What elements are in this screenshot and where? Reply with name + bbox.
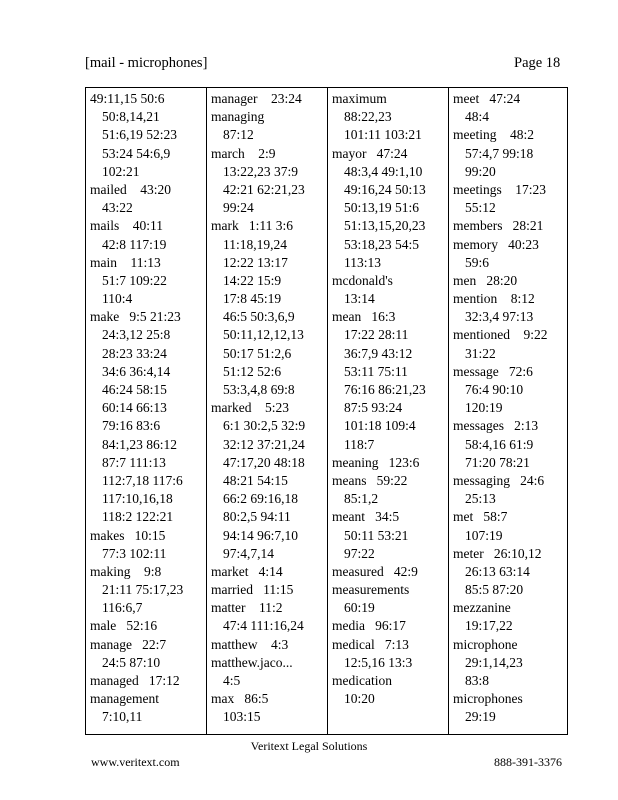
index-entry [328,563,448,581]
footer-phone: 888-391-3376 [494,755,562,769]
index-entry-citations: 84:1,23 86:12 [102,436,178,452]
index-entry-citations: 31:22 [465,345,496,361]
index-entry-citations: 53:24 54:6,9 [102,145,171,161]
index-entry [207,108,327,144]
index-entry-citations: 48:21 54:15 [223,472,288,488]
index-entry-citations: 50:8,14,21 [102,109,160,125]
index-entry-term: message 72:6 [453,363,533,379]
index-entry [86,308,206,526]
index-entry-citations: 12:22 13:17 [223,254,288,270]
index-entry-term: means 59:22 [332,472,408,488]
index-entry-term: male 52:16 [90,618,158,634]
index-entry-citations: 76:4 90:10 [465,382,524,397]
index-entry-term: messages 2:13 [453,418,539,434]
index-entry-citations: 97:22 [344,545,375,561]
index-entry-term: mark 1:11 3:6 [211,218,293,234]
index-entry [328,672,448,708]
index-entry [449,417,569,472]
index-entry [207,636,327,654]
index-entry-citations: 50:11,12,12,13 [223,327,304,343]
index-entry [207,563,327,581]
index-entry-citations: 48:3,4 49:1,10 [344,163,423,179]
index-entry-term: measurements [332,582,410,598]
index-entry [207,217,327,399]
index-entry [449,363,569,418]
index-entry [86,181,206,217]
index-entry-term: mentioned 9:22 [453,327,548,343]
index-entry-citations: 17:22 28:11 [344,327,409,343]
index-entry-term: media 96:17 [332,618,406,634]
index-entry [328,145,448,272]
index-entry-citations: 36:7,9 43:12 [344,345,413,361]
index-entry-citations: 51:13,15,20,23 [344,218,426,234]
index-entry [86,617,206,635]
index-entry-citations: 51:7 109:22 [102,272,167,288]
index-entry [328,617,448,635]
footer-website: www.veritext.com [91,755,180,769]
index-entry-term: microphone [453,636,518,652]
index-entry [449,326,569,362]
index-entry [449,272,569,290]
word-index-table [85,87,568,735]
index-entry-citations: 29:19 [465,709,496,725]
index-entry-citations: 88:22,23 [344,109,392,125]
index-entry-citations: 49:16,24 50:13 [344,181,426,197]
index-entry-citations: 77:3 102:11 [102,545,167,561]
index-entry-term: mcdonald's [332,272,393,288]
index-entry-citations: 53:18,23 54:5 [344,236,420,252]
index-entry-citations: 94:14 96:7,10 [223,527,299,543]
index-entry-citations: 103:15 [223,709,261,725]
index-entry-term: meaning 123:6 [332,454,420,470]
index-entry-term: manage 22:7 [90,636,167,652]
index-entry-term: mails 40:11 [90,218,163,234]
index-entry [449,508,569,544]
index-entry-term: matthew 4:3 [211,636,289,652]
index-entry-term: mezzanine [453,600,511,616]
index-entry-citations: 101:18 109:4 [344,418,416,434]
index-entry-term: main 11:13 [90,254,161,270]
index-entry-term: meetings 17:23 [453,181,546,197]
index-entry [449,217,569,235]
index-entry [207,399,327,563]
index-entry [207,654,327,690]
index-entry-citations: 32:12 37:21,24 [223,436,305,452]
index-entry-term: meeting 48:2 [453,127,534,143]
index-entry-citations: 4:5 [223,673,241,688]
index-entry-term: max 86:5 [211,691,269,707]
index-entry [449,599,569,635]
page-header-range: [mail - microphones] [85,55,208,71]
index-entry [328,90,448,145]
index-entry-citations: 53:3,4,8 69:8 [223,382,295,397]
index-entry-citations: 6:1 30:2,5 32:9 [223,418,306,434]
index-entry-term: mayor 47:24 [332,145,408,161]
index-entry [449,90,569,126]
index-entry-citations: 10:20 [344,691,375,707]
index-entry [449,545,569,600]
index-entry-term: makes 10:15 [90,527,166,543]
index-entry-citations: 99:20 [465,163,496,179]
index-entry [328,454,448,472]
index-entry-term: matthew.jaco... [211,654,293,670]
index-entry [207,690,327,726]
index-entry-citations: 29:1,14,23 [465,654,523,670]
index-entry-citations: 42:21 62:21,23 [223,181,305,197]
index-entry-citations: 58:4,16 61:9 [465,436,534,452]
index-entry [328,508,448,563]
index-entry-term: memory 40:23 [453,236,539,252]
index-entry-citations: 32:3,4 97:13 [465,309,534,325]
index-entry-term: matter 11:2 [211,600,283,616]
index-entry-citations: 53:11 75:11 [344,363,408,379]
index-entry [449,472,569,508]
index-entry [86,527,206,563]
index-entry-term: march 2:9 [211,145,276,161]
index-entry-term: meter 26:10,12 [453,545,542,561]
index-entry-citations: 102:21 [102,163,140,179]
index-entry-citations: 85:1,2 [344,491,379,507]
index-entry-citations: 46:24 58:15 [102,382,167,397]
index-entry-citations: 12:5,16 13:3 [344,654,413,670]
index-entry [207,90,327,108]
index-entry [449,126,569,181]
index-entry-term: manager 23:24 [211,91,302,106]
index-entry-citations: 113:13 [344,254,381,270]
index-entry-citations: 48:4 [465,109,490,125]
index-entry-citations: 116:6,7 [102,600,143,616]
index-entry-citations: 55:12 [465,200,496,216]
index-entry-citations: 87:5 93:24 [344,400,403,416]
index-entry-citations: 118:7 [344,436,375,452]
index-entry-term: make 9:5 21:23 [90,309,181,325]
index-entry-term: microphones [453,691,523,707]
index-entry [86,690,206,726]
index-entry-citations: 11:18,19,24 [223,236,287,252]
index-entry-term: managed 17:12 [90,673,180,688]
index-entry-citations: 13:14 [344,291,375,307]
index-entry-citations: 66:2 69:16,18 [223,491,299,507]
index-column-1 [86,88,206,734]
index-entry [328,581,448,617]
index-entry-term: market 4:14 [211,563,283,579]
index-entry [449,236,569,272]
index-entry [328,472,448,508]
index-entry-citations: 99:24 [223,200,254,216]
index-entry-term: met 58:7 [453,509,508,525]
index-entry-term: meant 34:5 [332,509,400,525]
index-entry-citations: 57:4,7 99:18 [465,145,534,161]
index-entry-term: mention 8:12 [453,291,535,307]
index-entry [207,581,327,599]
index-entry-citations: 24:3,12 25:8 [102,327,171,343]
index-entry-citations: 110:4 [102,291,133,307]
index-entry-citations: 87:7 111:13 [102,454,166,470]
index-entry-citations: 42:8 117:19 [102,236,167,252]
index-entry [86,90,206,181]
index-entry [449,290,569,326]
index-entry-citations: 28:23 33:24 [102,345,167,361]
index-entry-term: medical 7:13 [332,636,409,652]
index-entry-citations: 118:2 122:21 [102,509,174,525]
index-entry-citations: 97:4,7,14 [223,545,275,561]
index-entry-term: messaging 24:6 [453,472,545,488]
index-entry-term: mailed 43:20 [90,181,171,197]
index-entry-citations: 60:19 [344,600,375,616]
index-entry-citations: 25:13 [465,491,496,507]
index-entry-citations: 43:22 [102,200,133,216]
index-entry [328,272,448,308]
index-entry-citations: 76:16 86:21,23 [344,382,426,397]
index-entry-term: measured 42:9 [332,563,418,579]
index-entry-citations: 21:11 75:17,23 [102,582,184,598]
index-entry-citations: 47:4 111:16,24 [223,618,304,634]
index-entry-citations: 107:19 [465,527,503,543]
index-entry-term: making 9:8 [90,563,162,579]
index-entry-citations: 17:8 45:19 [223,291,282,307]
index-entry [449,181,569,217]
index-entry-term: members 28:21 [453,218,544,234]
index-entry [86,672,206,690]
index-entry-term: men 28:20 [453,272,518,288]
index-entry [449,690,569,726]
index-entry-citations: 46:5 50:3,6,9 [223,309,295,325]
index-column-2 [206,88,327,734]
index-entry-citations: 50:17 51:2,6 [223,345,292,361]
index-entry-term: 49:11,15 50:6 [90,91,165,106]
index-entry-citations: 51:6,19 52:23 [102,127,178,143]
index-entry-citations: 71:20 78:21 [465,454,530,470]
index-column-3 [327,88,448,734]
index-entry-term: marked 5:23 [211,400,289,416]
index-entry-citations: 83:8 [465,673,490,688]
index-entry-term: medication [332,673,392,688]
index-entry-citations: 34:6 36:4,14 [102,363,171,379]
index-entry-citations: 120:19 [465,400,503,416]
index-entry [86,563,206,618]
index-entry-citations: 50:13,19 51:6 [344,200,420,216]
index-entry-citations: 7:10,11 [102,709,143,725]
index-entry-citations: 59:6 [465,254,490,270]
index-entry-citations: 80:2,5 94:11 [223,509,291,525]
index-entry-citations: 117:10,16,18 [102,491,173,507]
index-entry-term: management [90,691,159,707]
index-entry [207,599,327,635]
index-entry [207,145,327,218]
index-column-4 [448,88,569,734]
index-entry [328,636,448,672]
page-number: Page 18 [514,55,561,71]
footer-company: Veritext Legal Solutions [250,739,368,753]
index-entry-citations: 85:5 87:20 [465,582,524,598]
index-entry-term: maximum [332,91,387,106]
index-entry-citations: 79:16 83:6 [102,418,161,434]
index-entry [328,308,448,454]
index-entry-term: managing [211,109,265,125]
index-entry-citations: 13:22,23 37:9 [223,163,299,179]
index-entry-citations: 24:5 87:10 [102,654,161,670]
index-entry [86,217,206,253]
index-entry [449,636,569,691]
index-entry-term: mean 16:3 [332,309,396,325]
index-entry-citations: 19:17,22 [465,618,513,634]
index-entry-citations: 112:7,18 117:6 [102,472,183,488]
index-entry-citations: 51:12 52:6 [223,363,282,379]
index-entry-citations: 26:13 63:14 [465,563,530,579]
index-entry-term: meet 47:24 [453,91,521,106]
index-entry-term: married 11:15 [211,582,294,598]
index-entry-citations: 101:11 103:21 [344,127,422,143]
index-entry [86,254,206,309]
index-entry-citations: 60:14 66:13 [102,400,167,416]
index-entry-citations: 14:22 15:9 [223,272,282,288]
index-entry-citations: 50:11 53:21 [344,527,409,543]
index-entry-citations: 47:17,20 48:18 [223,454,305,470]
index-entry-citations: 87:12 [223,127,254,143]
index-entry [86,636,206,672]
